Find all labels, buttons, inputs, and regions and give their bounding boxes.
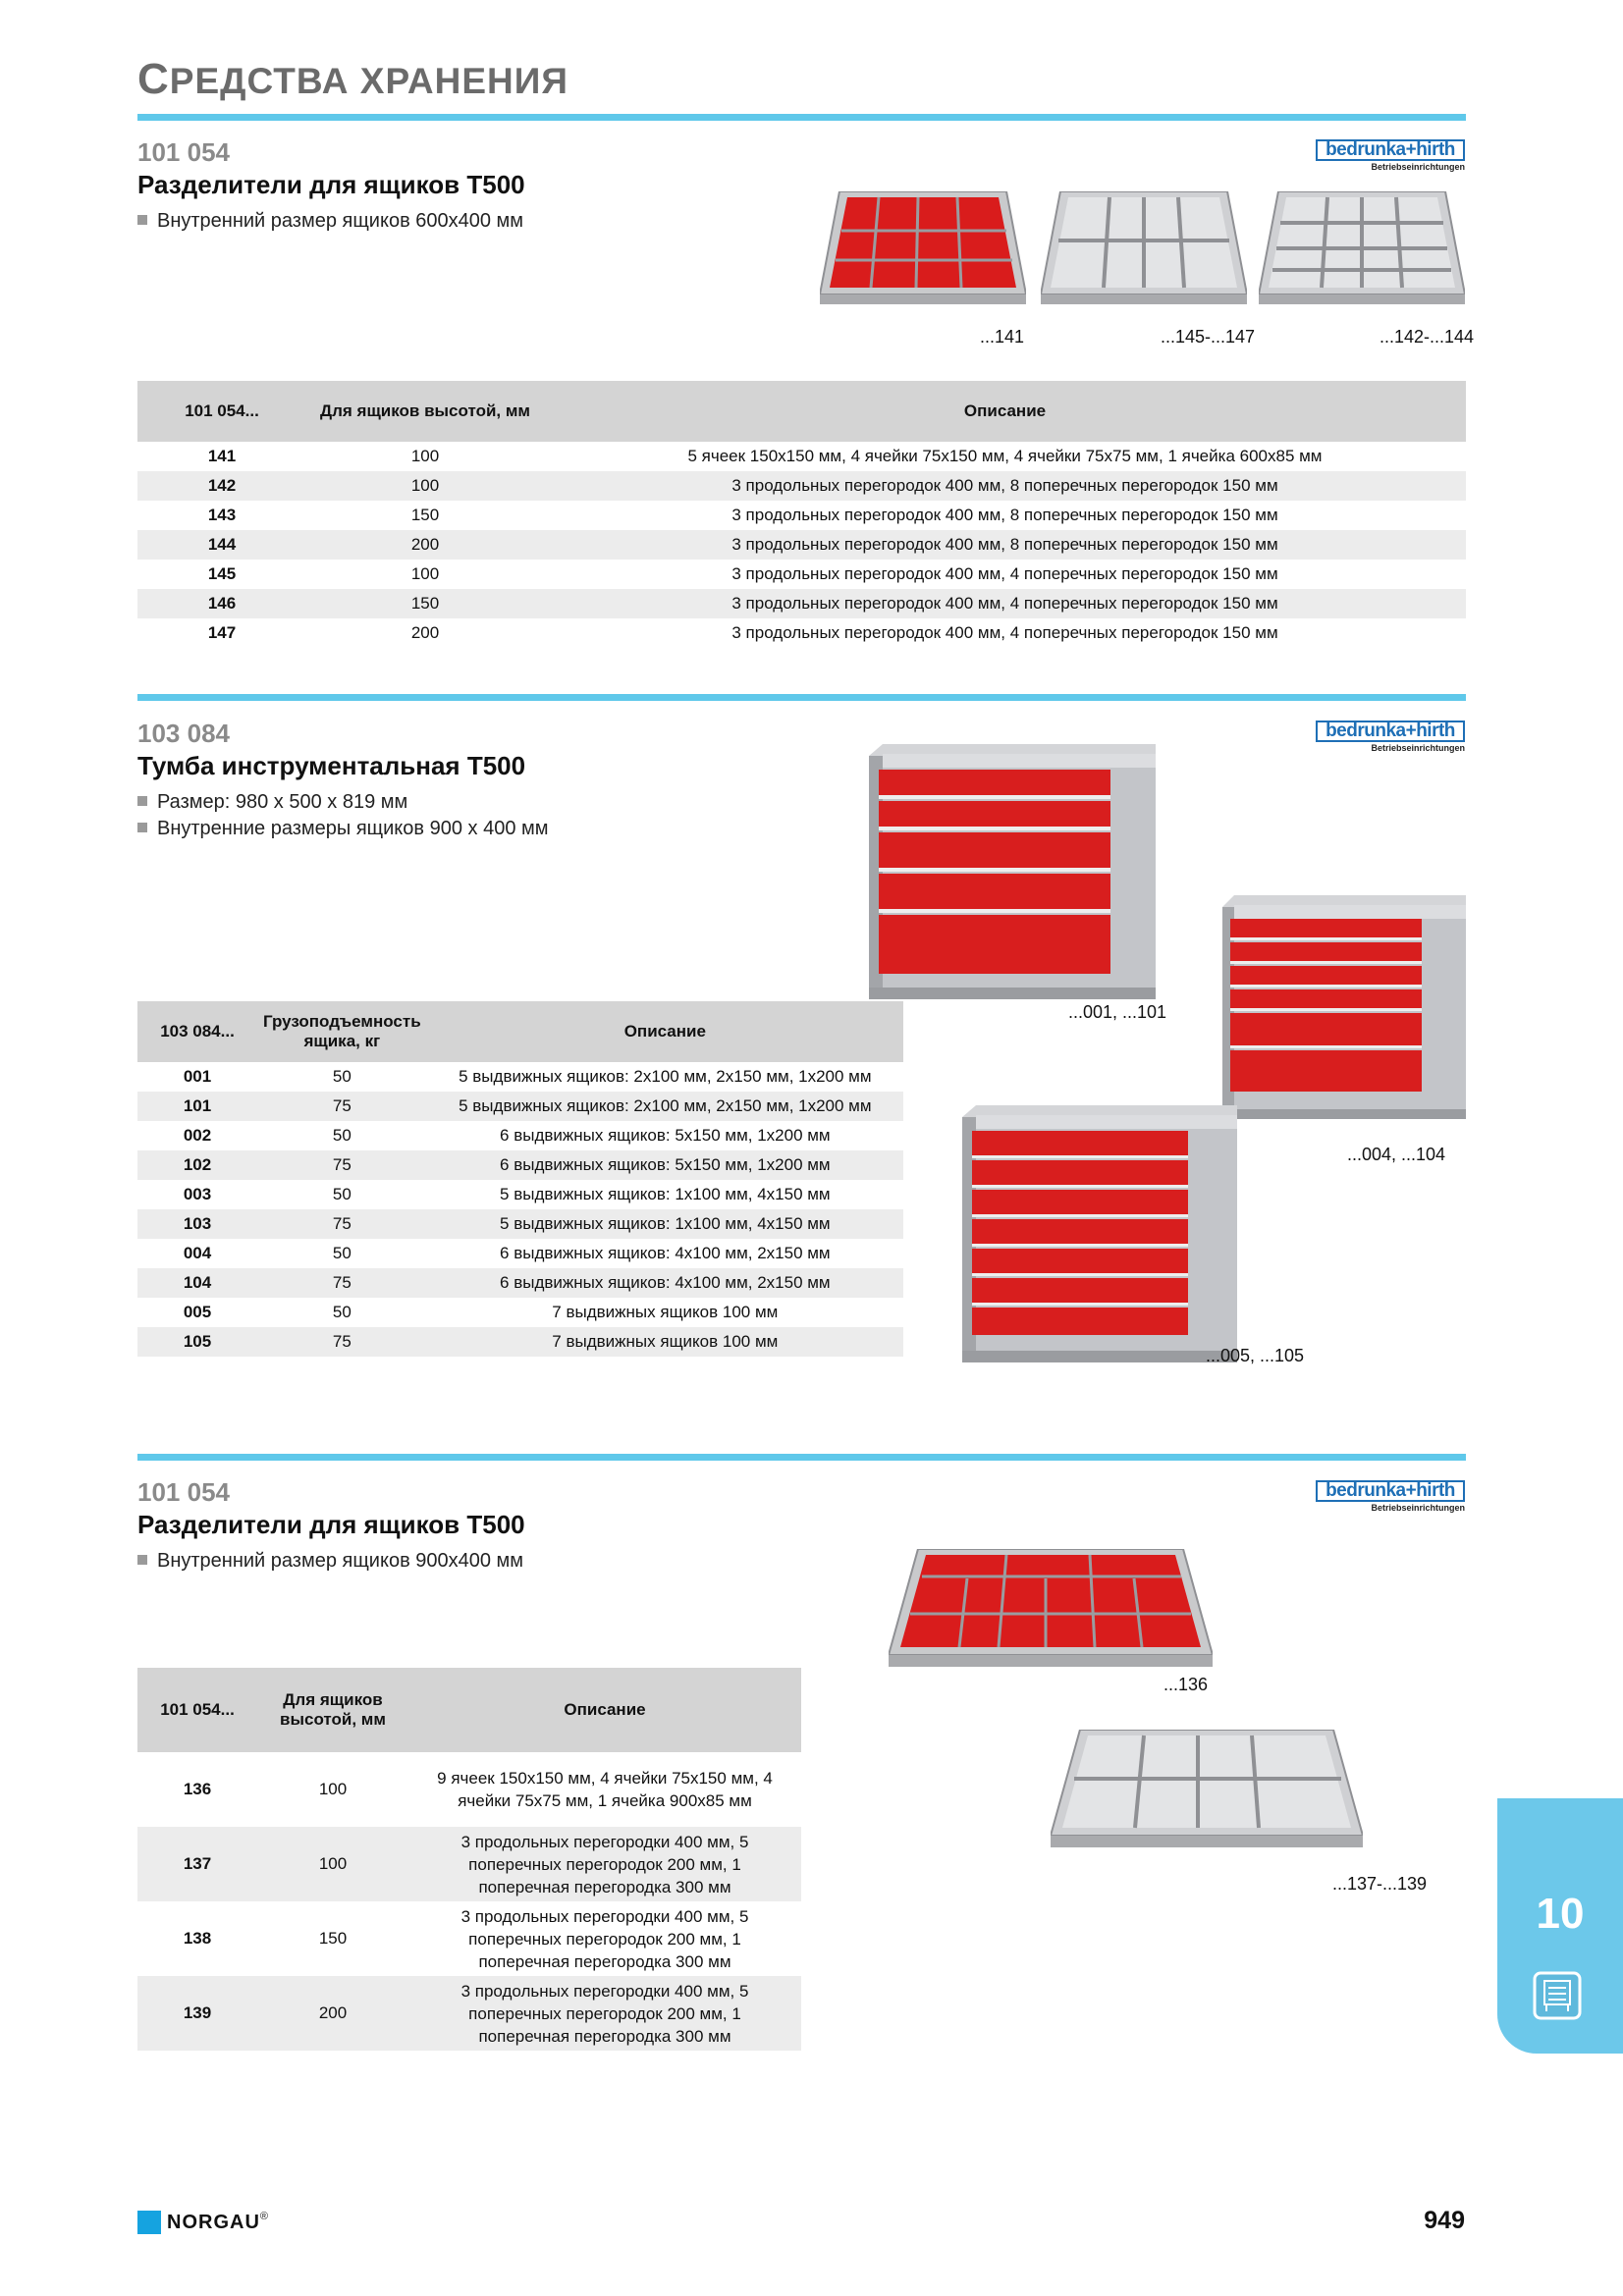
- drawer-divider-image-136: [889, 1549, 1213, 1669]
- column-header: 103 084...: [137, 1001, 257, 1062]
- description-cell: 7 выдвижных ящиков 100 мм: [427, 1327, 903, 1357]
- product-title: Разделители для ящиков T500: [137, 170, 525, 199]
- description-cell: 3 продольных перегородок 400 мм, 4 поперечных перегородок 150 мм: [731, 564, 1278, 583]
- image-caption: ...137-...139: [1332, 1874, 1428, 1894]
- article-code-cell: 136: [183, 1780, 212, 1798]
- value-cell: 200: [306, 530, 544, 560]
- article-code-cell: 144: [137, 530, 306, 560]
- description-cell: 3 продольных перегородки 400 мм, 5 поперечных перегородок 200 мм, 1 поперечная перегородка 300 мм: [460, 1906, 749, 1971]
- article-code-cell: 141: [207, 447, 237, 465]
- article-code-cell: 142: [137, 471, 306, 501]
- table-header-row: [137, 381, 1466, 442]
- table-row: [137, 1298, 903, 1327]
- spec-bullet: Внутренние размеры ящиков 900 x 400 мм: [137, 818, 549, 840]
- article-code-cell: 104: [137, 1268, 257, 1298]
- description-cell: 3 продольных перегородок 400 мм, 8 поперечных перегородок 150 мм: [731, 506, 1278, 524]
- value-cell: 100: [318, 1780, 348, 1798]
- article-code-cell: 145: [207, 564, 237, 583]
- table-row: [137, 1827, 801, 1901]
- value-cell: 100: [410, 564, 440, 583]
- product-code: 101 054: [137, 137, 230, 167]
- value-cell: 75: [257, 1150, 427, 1180]
- table-row: [137, 1327, 903, 1357]
- article-code-cell: 102: [137, 1150, 257, 1180]
- product-code: 103 084: [137, 719, 230, 748]
- description-cell: 5 выдвижных ящиков: 1x100 мм, 4x150 мм: [427, 1209, 903, 1239]
- spec-bullet: Внутренний размер ящиков 900x400 мм: [137, 1550, 523, 1573]
- product-code: 101 054: [137, 1477, 230, 1507]
- table-row: [137, 501, 1466, 530]
- image-caption: ...001, ...101: [1068, 1002, 1167, 1022]
- value-cell: 75: [257, 1209, 427, 1239]
- product-title: Тумба инструментальная T500: [137, 751, 526, 780]
- description-cell: 5 выдвижных ящиков: 2x100 мм, 2x150 мм, 1x200 мм: [427, 1092, 903, 1121]
- cabinet-image-005: [962, 1105, 1237, 1362]
- table-row: [137, 1062, 903, 1092]
- spec-bullet: Размер: 980 x 500 x 819 мм: [137, 791, 407, 814]
- description-cell: 6 выдвижных ящиков: 5x150 мм, 1x200 мм: [427, 1150, 903, 1180]
- table-row: [137, 589, 1466, 618]
- section-divider: [137, 694, 1466, 701]
- table-row: [137, 1268, 903, 1298]
- product-title: Разделители для ящиков T500: [137, 1510, 525, 1539]
- column-header: Для ящиков высотой, мм: [257, 1668, 408, 1752]
- table-row: [137, 618, 1466, 648]
- table-row: [137, 1239, 903, 1268]
- article-code-cell: 138: [183, 1929, 212, 1948]
- section-divider: [137, 114, 1466, 121]
- table-row: [137, 1752, 801, 1827]
- description-cell: 6 выдвижных ящиков: 5x150 мм, 1x200 мм: [500, 1126, 831, 1145]
- description-cell: 3 продольных перегородок 400 мм, 8 поперечных перегородок 150 мм: [544, 471, 1466, 501]
- brand-logo: bedrunka+hirth Betriebseinrichtungen: [1316, 721, 1465, 754]
- description-cell: 3 продольных перегородок 400 мм, 4 поперечных перегородок 150 мм: [731, 623, 1278, 642]
- image-caption: ...145-...147: [1161, 327, 1256, 347]
- table-header-row: [137, 1668, 801, 1752]
- table-row: [137, 471, 1466, 501]
- value-cell: 200: [257, 1976, 408, 2051]
- description-cell: 6 выдвижных ящиков: 4x100 мм, 2x150 мм: [427, 1268, 903, 1298]
- table-row: [137, 1150, 903, 1180]
- image-caption: ...142-...144: [1380, 327, 1475, 347]
- section-divider: [137, 1454, 1466, 1461]
- article-code-cell: 105: [137, 1327, 257, 1357]
- column-header: Описание: [408, 1668, 801, 1752]
- table-row: [137, 1121, 903, 1150]
- article-code-cell: 001: [183, 1067, 212, 1086]
- image-caption: ...141: [980, 327, 1025, 347]
- spec-table: [137, 381, 1466, 648]
- spec-table: [137, 1668, 801, 2051]
- value-cell: 75: [257, 1327, 427, 1357]
- page-title: СРЕДСТВА ХРАНЕНИЯ: [137, 55, 568, 103]
- description-cell: 5 выдвижных ящиков: 1x100 мм, 4x150 мм: [500, 1185, 831, 1203]
- spec-bullet: Внутренний размер ящиков 600x400 мм: [137, 210, 523, 233]
- column-header: Описание: [544, 381, 1466, 442]
- description-cell: 3 продольных перегородки 400 мм, 5 поперечных перегородок 200 мм, 1 поперечная перегородка 300 мм: [408, 1976, 801, 2051]
- column-header: 101 054...: [137, 381, 306, 442]
- value-cell: 150: [318, 1929, 348, 1948]
- article-code-cell: 139: [137, 1976, 257, 2051]
- description-cell: 3 продольных перегородок 400 мм, 8 поперечных перегородок 150 мм: [544, 530, 1466, 560]
- value-cell: 100: [306, 471, 544, 501]
- article-code-cell: 002: [183, 1126, 212, 1145]
- table-row: [137, 1180, 903, 1209]
- brand-logo: bedrunka+hirth Betriebseinrichtungen: [1316, 139, 1465, 173]
- article-code-cell: 143: [207, 506, 237, 524]
- footer-logo: NORGAU®: [137, 2211, 268, 2234]
- table-row: [137, 1976, 801, 2051]
- column-header: 101 054...: [137, 1668, 257, 1752]
- image-caption: ...136: [1163, 1675, 1209, 1694]
- table-header-row: [137, 1001, 903, 1062]
- value-cell: 100: [257, 1827, 408, 1901]
- value-cell: 50: [332, 1126, 352, 1145]
- drawer-divider-image-145: [1041, 191, 1247, 309]
- brand-logo: bedrunka+hirth Betriebseinrichtungen: [1316, 1480, 1465, 1514]
- article-code-cell: 147: [207, 623, 237, 642]
- description-cell: 6 выдвижных ящиков: 4x100 мм, 2x150 мм: [500, 1244, 831, 1262]
- drawer-divider-image-142: [1259, 191, 1465, 309]
- description-cell: 5 ячеек 150x150 мм, 4 ячейки 75x150 мм, 4 ячейки 75x75 мм, 1 ячейка 600x85 мм: [687, 447, 1323, 465]
- image-caption: ...004, ...104: [1347, 1145, 1446, 1164]
- article-code-cell: 146: [137, 589, 306, 618]
- spec-table: [137, 1001, 903, 1357]
- table-row: [137, 530, 1466, 560]
- description-cell: 7 выдвижных ящиков 100 мм: [552, 1303, 779, 1321]
- table-row: [137, 442, 1466, 471]
- value-cell: 75: [257, 1092, 427, 1121]
- cabinet-image-004: [1222, 895, 1466, 1119]
- value-cell: 75: [257, 1268, 427, 1298]
- cabinet-icon: [1533, 1971, 1582, 2020]
- column-header: Описание: [427, 1001, 903, 1062]
- table-row: [137, 1209, 903, 1239]
- value-cell: 150: [410, 506, 440, 524]
- description-cell: 9 ячеек 150x150 мм, 4 ячейки 75x150 мм, 4 ячейки 75x75 мм, 1 ячейка 900x85 мм: [437, 1769, 773, 1810]
- article-code-cell: 103: [137, 1209, 257, 1239]
- article-code-cell: 005: [183, 1303, 212, 1321]
- column-header: Грузоподъемность ящика, кг: [257, 1001, 427, 1062]
- article-code-cell: 003: [183, 1185, 212, 1203]
- description-cell: 3 продольных перегородки 400 мм, 5 поперечных перегородок 200 мм, 1 поперечная перегородка 300 мм: [408, 1827, 801, 1901]
- chapter-number: 10: [1536, 1890, 1585, 1938]
- article-code-cell: 137: [137, 1827, 257, 1901]
- image-caption: ...005, ...105: [1206, 1346, 1305, 1365]
- description-cell: 3 продольных перегородок 400 мм, 4 поперечных перегородок 150 мм: [544, 589, 1466, 618]
- article-code-cell: 004: [183, 1244, 212, 1262]
- value-cell: 150: [306, 589, 544, 618]
- value-cell: 200: [410, 623, 440, 642]
- drawer-divider-image-137: [1051, 1730, 1363, 1849]
- value-cell: 50: [332, 1244, 352, 1262]
- value-cell: 100: [410, 447, 440, 465]
- description-cell: 5 выдвижных ящиков: 2x100 мм, 2x150 мм, 1x200 мм: [459, 1067, 872, 1086]
- article-code-cell: 101: [137, 1092, 257, 1121]
- cabinet-image-001: [869, 744, 1156, 999]
- table-row: [137, 560, 1466, 589]
- table-row: [137, 1092, 903, 1121]
- drawer-divider-image-141: [820, 191, 1026, 309]
- table-row: [137, 1901, 801, 1976]
- value-cell: 50: [332, 1303, 352, 1321]
- value-cell: 50: [332, 1067, 352, 1086]
- column-header: Для ящиков высотой, мм: [306, 381, 544, 442]
- page-number: 949: [1424, 2207, 1465, 2234]
- value-cell: 50: [332, 1185, 352, 1203]
